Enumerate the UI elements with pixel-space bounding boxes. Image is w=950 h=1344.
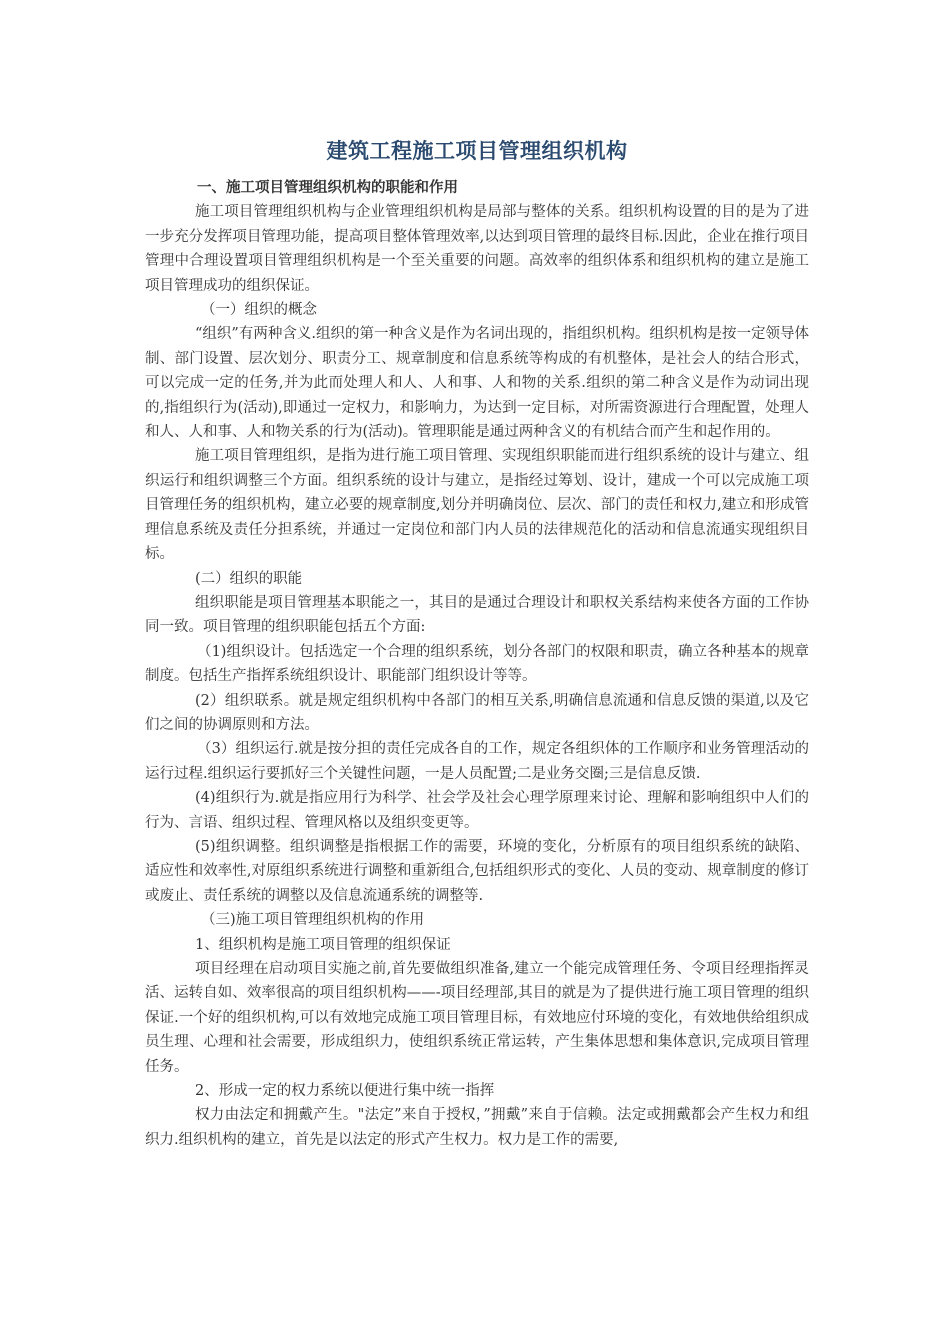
paragraph-role-1: 项目经理在启动项目实施之前,首先要做组织准备,建立一个能完成管理任务、令项目经理指挥灵活、运转自如、效率很高的项目组织机构——-项目经理部,其目的就是为了提供进行施工项目管理的组织保证.一个好的组织机构,可以有效地完成施工项目管理目标，有效地应付环境的变化，有效地供给组织成员生理、心理和社会需要，形成组织力，使组织系统正常运转，产生集体思想和集体意识,完成项目管理任务。 [145,961,809,1075]
paragraph-intro: 施工项目管理组织机构与企业管理组织机构是局部与整体的关系。组织机构设置的目的是为了进一步充分发挥项目管理功能，提高项目整体管理效率,以达到项目管理的最终目标.因此，企业在推行项目管理中合理设置项目管理组织机构是一个至关重要的问题。高效率的组织体系和组织机构的建立是施工项目管理成功的组织保证。 [145,204,809,294]
paragraph-concept: “组织”有两种含义.组织的第一种含义是作为名词出现的，指组织机构。组织机构是按一定领导体制、部门设置、层次划分、职责分工、规章制度和信息系统等构成的有机整体，是社会人的结合形式，可以完成一定的任务,并为此而处理人和人、人和事、人和物的关系.组织的第二种含义是作为动词出现的,指组织行为(活动),即通过一定权力，和影响力，为达到一定目标，对所需资源进行合理配置，处理人和人、人和事、人和物关系的行为(活动)。管理职能是通过两种含义的有机结合而产生和起作用的。 [145,326,809,441]
subheading-concept: （一）组织的概念 [201,302,317,319]
subheading-role: （三)施工项目管理组织机构的作用 [201,912,425,929]
subheading-functions: (二）组织的职能 [195,570,303,587]
list-item-adjustment: (5)组织调整。组织调整是指根据工作的需要，环境的变化，分析原有的项目组织系统的缺陷、适应性和效率性,对原组织系统进行调整和重新组合,包括组织形式的变化、人员的变动、规章制度的修订或废止、责任系统的调整以及信息流通系统的调整等. [145,838,809,904]
list-item-operation: （3）组织运行.就是按分担的责任完成各自的工作，规定各组织体的工作顺序和业务管理活动的运行过程.组织运行要抓好三个关键性问题，一是人员配置;二是业务交圈;三是信息反馈. [145,741,809,782]
paragraph-role-2: 权力由法定和拥戴产生。"法定”来自于授权，”拥戴”来自于信赖。法定或拥戴都会产生权力和组织力.组织机构的建立，首先是以法定的形式产生权力。权力是工作的需要, [145,1107,809,1148]
document-page [145,130,809,1152]
paragraph-project-org: 施工项目管理组织，是指为进行施工项目管理、实现组织职能而进行组织系统的设计与建立、组织运行和组织调整三个方面。组织系统的设计与建立，是指经过筹划、设计，建成一个可以完成施工项目管理任务的组织机构，建立必要的规章制度,划分并明确岗位、层次、部门的责任和权力,建立和形成管理信息系统及责任分担系统，并通过一定岗位和部门内人员的法律规范化的活动和信息流通实现组织目标。 [145,448,809,563]
list-item-behavior: (4)组织行为.就是指应用行为科学、社会学及社会心理学原理来讨论、理解和影响组织中人们的行为、言语、组织过程、管理风格以及组织变更等。 [145,790,809,831]
list-item-liaison: (2）组织联系。就是规定组织机构中各部门的相互关系,明确信息流通和信息反馈的渠道,以及它们之间的协调原则和方法。 [145,692,809,733]
paragraph-functions: 组织职能是项目管理基本职能之一，其目的是通过合理设计和职权关系结构来使各方面的工作协同一致。项目管理的组织职能包括五个方面: [145,594,809,636]
role-heading-1: 1、组织机构是施工项目管理的组织保证 [195,936,451,953]
role-heading-2: 2、形成一定的权力系统以便进行集中统一指挥 [195,1083,495,1100]
document-title: 建筑工程施工项目管理组织机构 [326,139,628,163]
list-item-design: （1)组织设计。包括选定一个合理的组织系统，划分各部门的权限和职责，确立各种基本的规章制度。包括生产指挥系统组织设计、职能部门组织设计等等。 [145,643,809,685]
section-heading-1: 一、施工项目管理组织机构的职能和作用 [197,180,458,196]
